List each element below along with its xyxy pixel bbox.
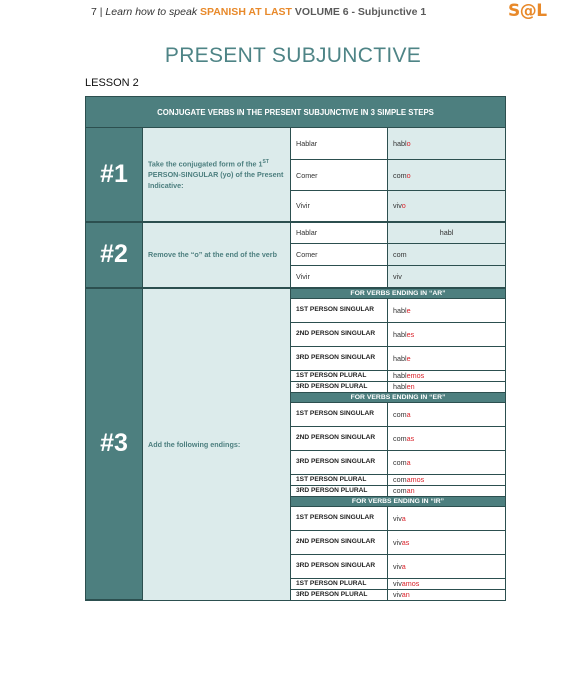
person-label: 2ND PERSON SINGULAR <box>291 322 388 346</box>
conjugated-form: vivas <box>388 530 506 554</box>
step2-verb: Hablar <box>291 222 388 244</box>
person-label: 3RD PERSON SINGULAR <box>291 450 388 474</box>
conjugated-form: vivan <box>388 589 506 600</box>
conjugated-form: viva <box>388 506 506 530</box>
person-label: 3RD PERSON PLURAL <box>291 485 388 496</box>
ar-section-heading: FOR VERBS ENDING IN “AR” <box>291 288 506 299</box>
step2-number: #2 <box>86 222 143 288</box>
person-label: 2ND PERSON SINGULAR <box>291 530 388 554</box>
header-volume: VOLUME 6 - Subjunctive 1 <box>294 6 427 18</box>
step1-verb: Hablar <box>291 128 388 160</box>
person-label: 1ST PERSON SINGULAR <box>291 298 388 322</box>
step3-number: #3 <box>86 288 143 601</box>
step1-verb: Comer <box>291 160 388 191</box>
step3-description: Add the following endings: <box>143 288 291 601</box>
step1-form: hablo <box>388 128 506 160</box>
step1-form: vivo <box>388 191 506 222</box>
step2-stem: com <box>388 244 506 266</box>
step2-stem: habl <box>388 222 506 244</box>
step1-number: #1 <box>86 128 143 222</box>
lesson-label: LESSON 2 <box>85 77 139 89</box>
person-label: 1ST PERSON SINGULAR <box>291 402 388 426</box>
conjugated-form: comas <box>388 426 506 450</box>
conjugated-form: hablen <box>388 381 506 392</box>
step2-stem: viv <box>388 266 506 288</box>
person-label: 3RD PERSON SINGULAR <box>291 346 388 370</box>
step2-verb: Comer <box>291 244 388 266</box>
step2-verb: Vivir <box>291 266 388 288</box>
conjugation-table <box>85 96 506 601</box>
conjugated-form: hables <box>388 322 506 346</box>
conjugated-form: comamos <box>388 474 506 485</box>
conjugated-form: coma <box>388 450 506 474</box>
page-header <box>91 6 426 18</box>
conjugated-form: viva <box>388 554 506 578</box>
conjugated-form: coman <box>388 485 506 496</box>
person-label: 1ST PERSON PLURAL <box>291 370 388 381</box>
conjugated-form: hable <box>388 298 506 322</box>
conjugated-form: hablemos <box>388 370 506 381</box>
person-label: 1ST PERSON SINGULAR <box>291 506 388 530</box>
conjugated-form: hable <box>388 346 506 370</box>
header-brand: SPANISH AT LAST <box>200 6 292 18</box>
table-heading: CONJUGATE VERBS IN THE PRESENT SUBJUNCTIVE IN 3 SIMPLE STEPS <box>86 97 506 128</box>
step1-description: Take the conjugated form of the 1ST PERSON-SINGULAR (yo) of the Present Indicative: <box>143 128 291 222</box>
er-section-heading: FOR VERBS ENDING IN “ER” <box>291 392 506 402</box>
person-label: 1ST PERSON PLURAL <box>291 578 388 589</box>
sal-logo-icon: S@L <box>508 1 547 21</box>
step1-form: como <box>388 160 506 191</box>
person-label: 2ND PERSON SINGULAR <box>291 426 388 450</box>
person-label: 3RD PERSON PLURAL <box>291 381 388 392</box>
conjugated-form: vivamos <box>388 578 506 589</box>
ir-section-heading: FOR VERBS ENDING IN “IR” <box>291 496 506 506</box>
page-title: PRESENT SUBJUNCTIVE <box>164 44 422 67</box>
step1-verb: Vivir <box>291 191 388 222</box>
page-number: 7 <box>91 6 97 18</box>
person-label: 3RD PERSON SINGULAR <box>291 554 388 578</box>
header-separator: | <box>99 6 103 18</box>
person-label: 3RD PERSON PLURAL <box>291 589 388 600</box>
header-subtitle: Learn how to speak <box>105 6 198 18</box>
conjugated-form: coma <box>388 402 506 426</box>
step2-description: Remove the “o” at the end of the verb <box>143 222 291 288</box>
person-label: 1ST PERSON PLURAL <box>291 474 388 485</box>
